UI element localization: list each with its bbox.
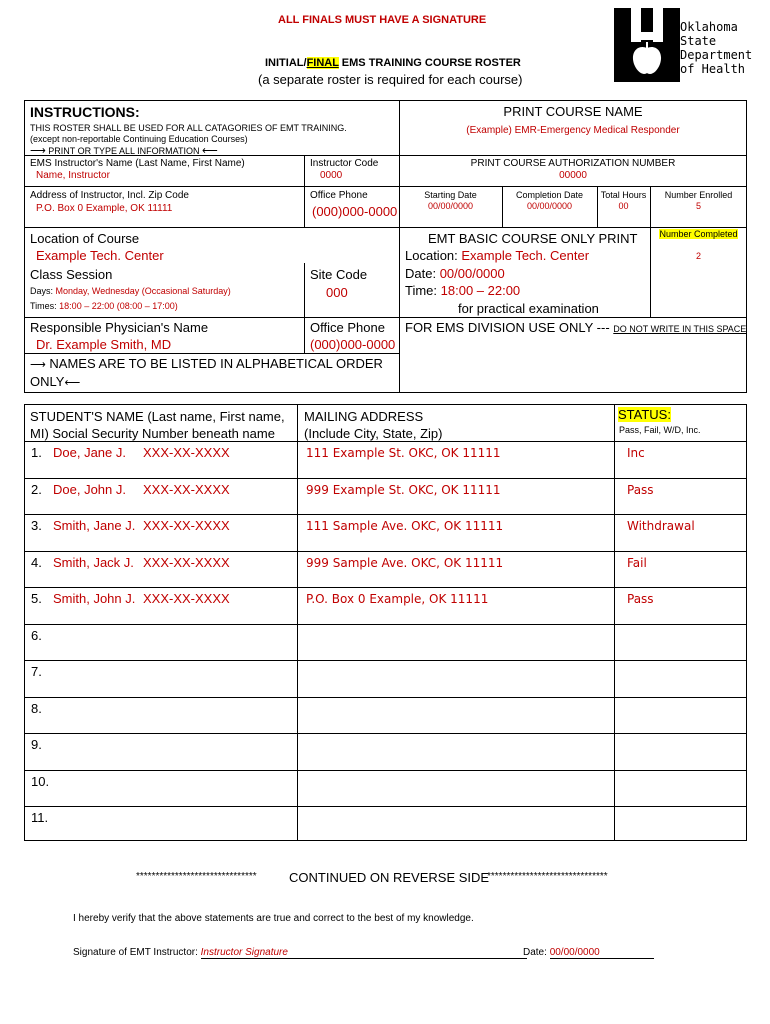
date-value: 00/00/0000 [549, 947, 600, 958]
times-label: Times: [30, 301, 60, 311]
student-ssn[interactable]: XXX-XX-XXXX [143, 482, 230, 497]
table-row [24, 514, 747, 551]
name-header-line-2: MI) Social Security Number beneath name [30, 426, 275, 441]
student-status[interactable]: Pass [627, 592, 654, 606]
form-subtitle: (a separate roster is required for each course) [258, 72, 523, 87]
date-label: Date: [523, 947, 550, 958]
times-value[interactable]: 18:00 – 22:00 (08:00 – 17:00) [59, 301, 178, 311]
name-header [30, 408, 285, 442]
instructor-code-value[interactable]: 0000 [320, 170, 343, 181]
table-row [24, 551, 747, 588]
number-completed-value[interactable]: 2 [695, 251, 701, 261]
location-value[interactable]: Example Tech. Center [36, 248, 164, 263]
total-hours-value[interactable]: 00 [618, 201, 629, 211]
left-arrow-icon: ⟵ [202, 145, 218, 157]
logo-mark-icon [614, 8, 680, 82]
student-name[interactable]: Smith, Jack J. [53, 555, 134, 570]
row-number: 10. [31, 774, 50, 789]
right-arrow-icon: ⟶ [30, 145, 46, 157]
row-number: 1. [31, 445, 42, 460]
alphabetical-note-line-2: ONLY [30, 374, 65, 389]
instructions-line-1: THIS ROSTER SHALL BE USED FOR ALL CATAGORIES OF EMT TRAINING. [30, 123, 347, 133]
student-name[interactable]: Smith, Jane J. [53, 518, 136, 533]
number-completed-label [650, 229, 747, 239]
alphabetical-note [30, 356, 383, 371]
row-number: 5. [31, 591, 42, 606]
title-final: FINAL [306, 57, 339, 69]
alphabetical-note-line-1: NAMES ARE TO BE LISTED IN ALPHABETICAL ORDER [49, 356, 383, 371]
emt-basic-heading: EMT BASIC COURSE ONLY PRINT [428, 231, 638, 246]
signature-field[interactable] [201, 947, 527, 959]
emt-time-label: Time: [405, 283, 441, 298]
title-suffix: EMS TRAINING COURSE ROSTER [338, 57, 521, 69]
instructor-address-value[interactable]: P.O. Box 0 Example, OK 11111 [36, 203, 173, 214]
row-number: 9. [31, 737, 42, 752]
class-days [30, 286, 231, 296]
continued-note: CONTINUED ON REVERSE SIDE [289, 870, 490, 885]
class-times [30, 301, 178, 311]
site-code-label: Site Code [310, 267, 368, 282]
student-address[interactable]: 999 Sample Ave. OKC, OK 11111 [306, 556, 504, 570]
student-status[interactable]: Inc [627, 446, 645, 460]
status-header [618, 407, 671, 422]
student-name[interactable]: Doe, John J. [53, 482, 126, 497]
date-field[interactable] [550, 947, 654, 959]
site-code-value[interactable]: 000 [326, 285, 348, 300]
physician-label: Responsible Physician's Name [30, 320, 209, 335]
instructions-line-3 [30, 144, 218, 157]
table-row [24, 441, 747, 478]
instructions-heading: INSTRUCTIONS: [30, 104, 140, 120]
status-subheader: Pass, Fail, W/D, Inc. [619, 425, 701, 435]
physician-phone-value[interactable]: (000)000-0000 [310, 337, 396, 352]
table-row [24, 733, 747, 770]
date-line [523, 947, 654, 959]
table-row [24, 770, 747, 807]
form-title [265, 57, 521, 69]
instructor-name-value[interactable]: Name, Instructor [36, 170, 110, 181]
ems-division-text: FOR EMS DIVISION USE ONLY --- [405, 320, 610, 335]
top-notice: ALL FINALS MUST HAVE A SIGNATURE [278, 14, 487, 26]
number-enrolled-value[interactable]: 5 [695, 201, 701, 211]
start-date-label: Starting Date [424, 190, 477, 200]
ems-division-note: DO NOT WRITE IN THIS SPACE [613, 324, 747, 334]
address-header-line-2: (Include City, State, Zip) [304, 426, 443, 441]
row-number: 8. [31, 701, 42, 716]
emt-date-label: Date: [405, 266, 440, 281]
completion-date-label: Completion Date [515, 190, 584, 200]
emt-date-value[interactable]: 00/00/0000 [439, 266, 505, 281]
table-row [24, 806, 747, 843]
student-ssn[interactable]: XXX-XX-XXXX [143, 591, 230, 606]
student-status[interactable]: Pass [627, 483, 654, 497]
row-number: 6. [31, 628, 42, 643]
number-enrolled-label: Number Enrolled [664, 190, 733, 200]
right-arrow-icon: ⟶ [30, 359, 46, 371]
table-row [24, 624, 747, 661]
address-header [304, 408, 442, 442]
signature-label: Signature of EMT Instructor: [73, 947, 201, 958]
instructions-line-2: (except non-reportable Continuing Education Courses) [30, 134, 248, 144]
instructor-phone-value[interactable]: (000)000-0000 [312, 204, 398, 219]
student-address[interactable]: P.O. Box 0 Example, OK 11111 [306, 592, 489, 606]
emt-location-value[interactable]: Example Tech. Center [461, 248, 590, 263]
table-row [24, 660, 747, 697]
row-number: 3. [31, 518, 42, 533]
logo-text [680, 20, 752, 76]
name-header-line-1: STUDENT'S NAME (Last name, First name, [30, 409, 285, 424]
logo-line-4: of Health [680, 62, 746, 76]
student-ssn[interactable]: XXX-XX-XXXX [143, 518, 230, 533]
course-name-value[interactable]: (Example) EMR-Emergency Medical Responder [466, 125, 680, 136]
class-session-label: Class Session [30, 267, 113, 282]
table-row [24, 697, 747, 734]
row-number: 11. [31, 810, 49, 825]
emt-basic-time [405, 283, 520, 298]
start-date-value[interactable]: 00/00/0000 [427, 201, 474, 211]
completion-date-value[interactable]: 00/00/0000 [526, 201, 573, 211]
student-status[interactable]: Withdrawal [627, 519, 695, 533]
physician-phone-label: Office Phone [310, 320, 385, 335]
signature-line [73, 947, 527, 959]
course-auth-label: PRINT COURSE AUTHORIZATION NUMBER [470, 158, 676, 169]
student-address[interactable]: 999 Example St. OKC, OK 11111 [306, 483, 501, 497]
logo-line-2: State [680, 34, 717, 48]
student-name[interactable]: Smith, John J. [53, 591, 136, 606]
student-ssn[interactable]: XXX-XX-XXXX [143, 555, 230, 570]
alphabetical-note-2 [30, 374, 80, 389]
instructor-address-label: Address of Instructor, Incl. Zip Code [30, 190, 189, 201]
total-hours-label: Total Hours [600, 190, 647, 200]
emt-time-value[interactable]: 18:00 – 22:00 [440, 283, 521, 298]
ems-division-label [405, 320, 746, 335]
row-number: 2. [31, 482, 42, 497]
emt-basic-date [405, 266, 505, 281]
table-row [24, 587, 747, 624]
days-label: Days: [30, 286, 56, 296]
instructor-phone-label: Office Phone [310, 190, 368, 201]
stars-left: ******************************* [136, 871, 257, 882]
row-number: 4. [31, 555, 42, 570]
logo-line-3: Department [680, 48, 753, 62]
emt-location-label: Location: [405, 248, 462, 263]
student-address[interactable]: 111 Sample Ave. OKC, OK 11111 [306, 519, 504, 533]
emt-basic-practical: for practical examination [458, 301, 599, 316]
osdh-logo [614, 8, 764, 82]
days-value[interactable]: Monday, Wednesday (Occasional Saturday) [55, 286, 231, 296]
signature-value: Instructor Signature [200, 947, 288, 958]
instructor-name-label: EMS Instructor's Name (Last Name, First Name) [30, 158, 245, 169]
student-address[interactable]: 111 Example St. OKC, OK 11111 [306, 446, 501, 460]
emt-basic-location [405, 248, 589, 263]
logo-line-1: Oklahoma [680, 20, 738, 34]
course-auth-value[interactable]: 00000 [559, 170, 587, 181]
student-ssn[interactable]: XXX-XX-XXXX [143, 445, 230, 460]
student-status[interactable]: Fail [627, 556, 647, 570]
physician-value[interactable]: Dr. Example Smith, MD [36, 337, 172, 352]
course-name-label: PRINT COURSE NAME [503, 104, 643, 119]
row-number: 7. [31, 664, 42, 679]
location-label: Location of Course [30, 231, 140, 246]
table-row [24, 478, 747, 515]
instructor-code-label: Instructor Code [310, 158, 379, 169]
left-arrow-icon: ⟵ [64, 377, 81, 389]
address-header-line-1: MAILING ADDRESS [304, 409, 424, 424]
stars-right: ******************************* [487, 871, 608, 882]
student-name[interactable]: Doe, Jane J. [53, 445, 126, 460]
status-header-text: STATUS: [618, 407, 671, 422]
verification-statement: I hereby verify that the above statements are true and correct to the best of my knowledge. [73, 913, 474, 924]
print-instruction: PRINT OR TYPE ALL INFORMATION [48, 146, 200, 156]
number-completed-text: Number Completed [659, 229, 738, 239]
title-prefix: INITIAL/ [265, 57, 307, 69]
